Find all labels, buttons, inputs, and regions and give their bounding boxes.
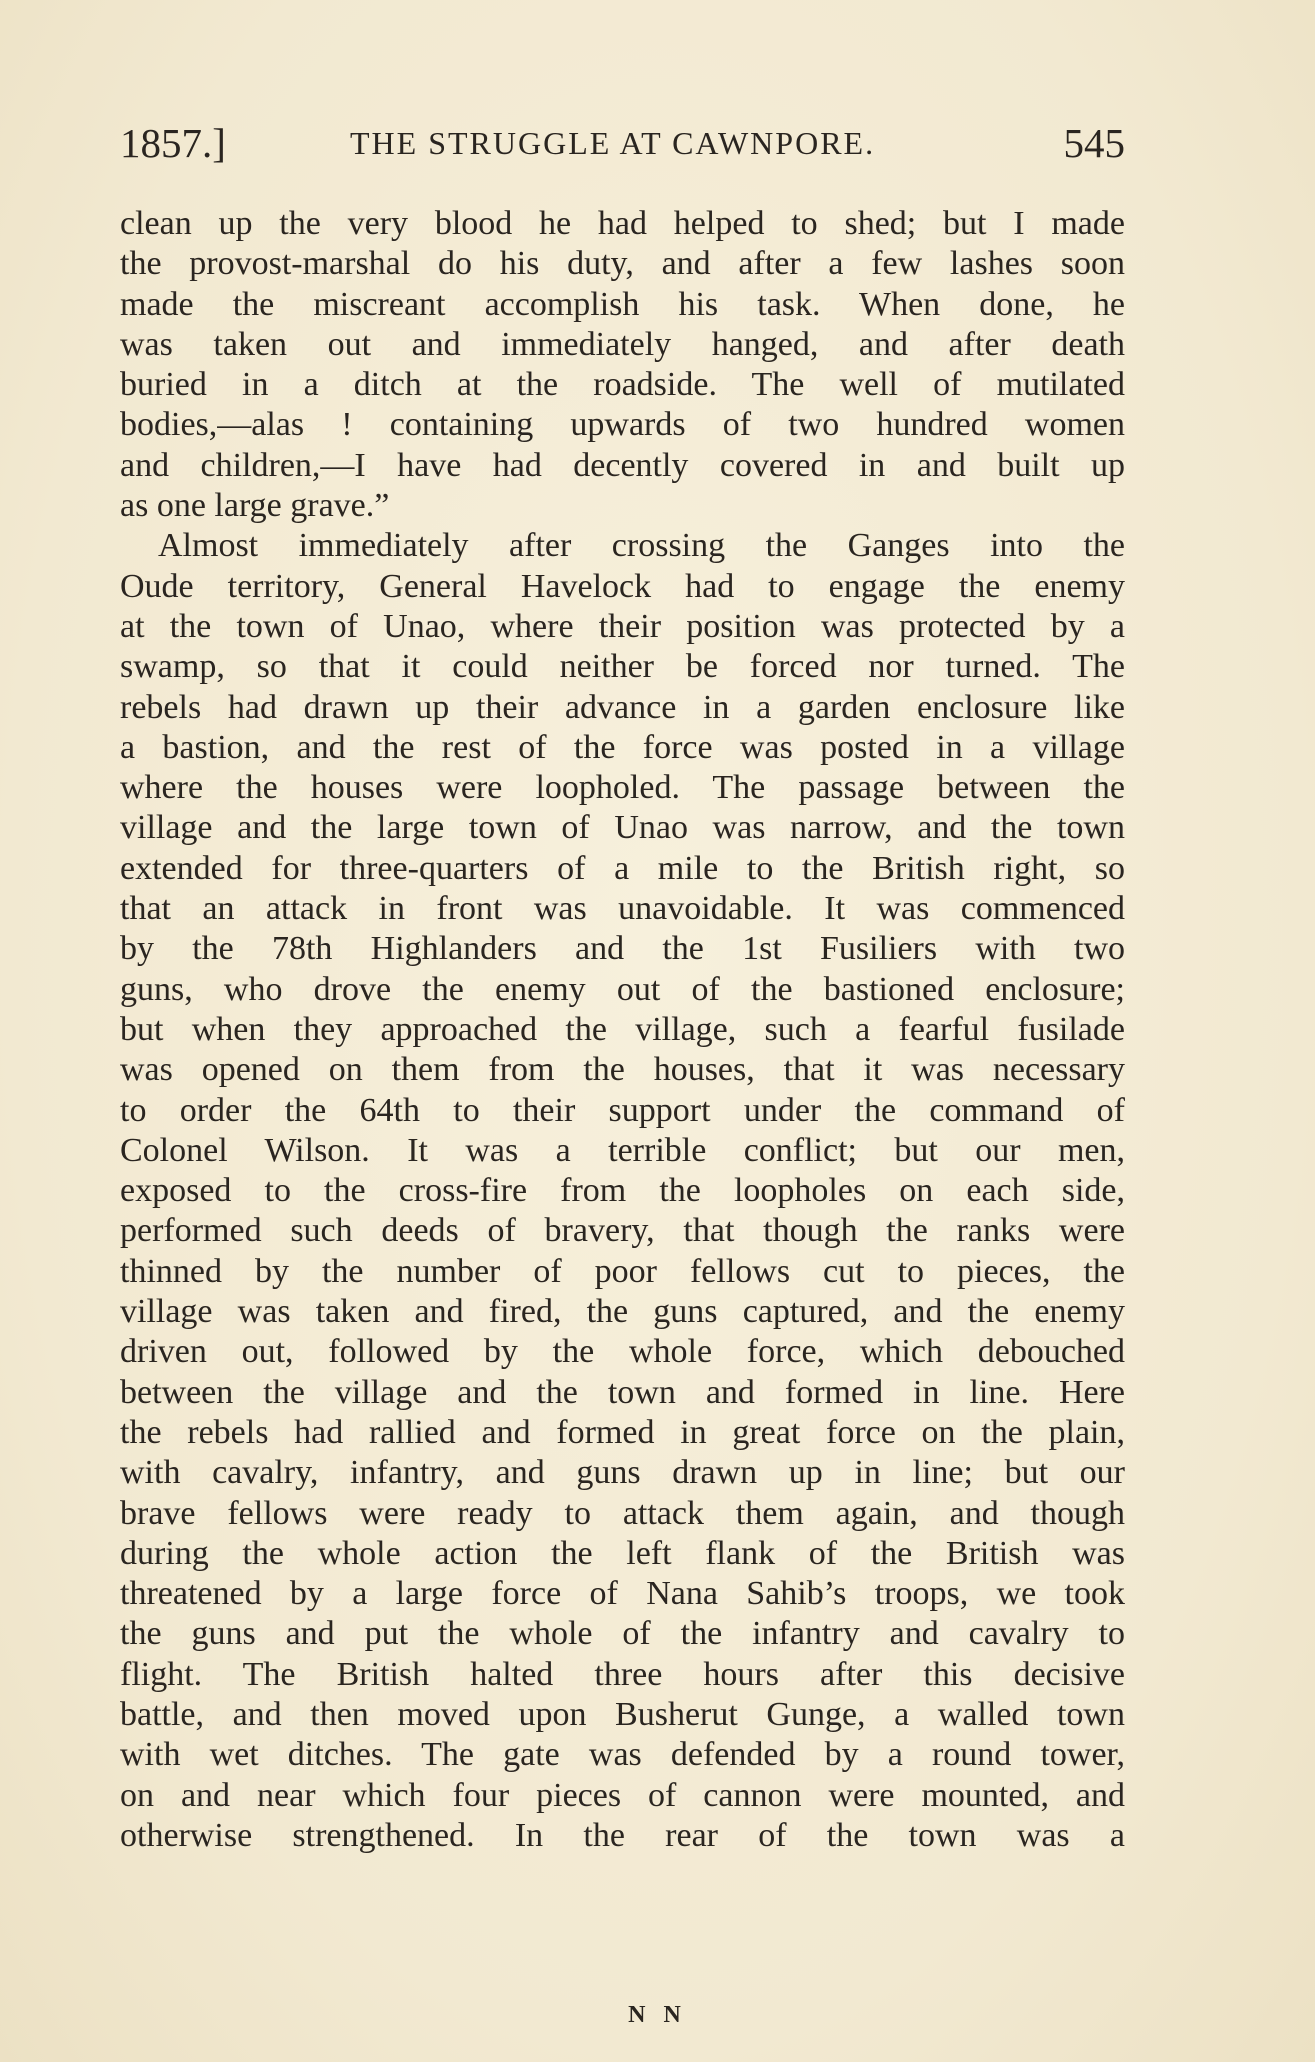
text-line: rebels had drawn up their advance in a garden enclosure like [120, 688, 1125, 726]
text-line: brave fellows were ready to attack them again, and though [120, 1494, 1125, 1532]
text-line: bodies,—alas ! containing upwards of two hundred women [120, 406, 1125, 444]
text-line: by the 78th Highlanders and the 1st Fusiliers with two [120, 930, 1125, 968]
text-line: on and near which four pieces of cannon were mounted, and [120, 1776, 1125, 1814]
text-line: flight. The British halted three hours after this decisive [120, 1655, 1125, 1693]
text-line: where the houses were loopholed. The passage between the [120, 769, 1125, 807]
text-line: guns, who drove the enemy out of the bastioned enclosure; [120, 970, 1125, 1008]
text-line: and children,—I have had decently covered in and built up [120, 446, 1125, 484]
text-line: made the miscreant accomplish his task. When done, he [120, 285, 1125, 323]
text-line: Almost immediately after crossing the Ganges into the [158, 527, 1125, 565]
text-line: thinned by the number of poor fellows cut to pieces, the [120, 1252, 1125, 1290]
text-line: was opened on them from the houses, that it was necessary [120, 1051, 1125, 1089]
text-line: during the whole action the left flank of the British was [120, 1534, 1125, 1572]
text-line: with wet ditches. The gate was defended by a round tower, [120, 1736, 1125, 1774]
text-line: but when they approached the village, such a fearful fusilade [120, 1010, 1125, 1048]
text-line: between the village and the town and formed in line. Here [120, 1373, 1125, 1411]
text-line: the rebels had rallied and formed in great force on the plain, [120, 1413, 1125, 1451]
text-line: village was taken and fired, the guns captured, and the enemy [120, 1293, 1125, 1331]
text-line: performed such deeds of bravery, that though the ranks were [120, 1212, 1125, 1250]
running-title: THE STRUGGLE AT CAWNPORE. [350, 125, 876, 161]
text-line: driven out, followed by the whole force, which debouched [120, 1333, 1125, 1371]
header-year: 1857.] [120, 120, 226, 166]
page-number: 545 [1063, 120, 1125, 166]
text-line: a bastion, and the rest of the force was posted in a village [120, 728, 1125, 766]
body-text [120, 204, 1125, 1856]
text-line: buried in a ditch at the roadside. The well of mutilated [120, 366, 1125, 404]
text-line: battle, and then moved upon Busherut Gunge, a walled town [120, 1695, 1125, 1733]
text-line: at the town of Unao, where their position was protected by a [120, 607, 1125, 645]
text-line: Oude territory, General Havelock had to engage the enemy [120, 567, 1125, 605]
text-line: exposed to the cross-fire from the loopholes on each side, [120, 1172, 1125, 1210]
text-line: swamp, so that it could neither be forced nor turned. The [120, 648, 1125, 686]
text-line: as one large grave.” [120, 487, 390, 525]
text-line: to order the 64th to their support under the command of [120, 1091, 1125, 1129]
text-line: Colonel Wilson. It was a terrible conflict; but our men, [120, 1131, 1125, 1169]
text-line: was taken out and immediately hanged, and after death [120, 325, 1125, 363]
text-line: extended for three-quarters of a mile to the British right, so [120, 849, 1125, 887]
text-line: threatened by a large force of Nana Sahib’s troops, we took [120, 1575, 1125, 1613]
text-line: with cavalry, infantry, and guns drawn up in line; but our [120, 1454, 1125, 1492]
text-line: the guns and put the whole of the infantry and cavalry to [120, 1615, 1125, 1653]
text-line: that an attack in front was unavoidable. It was commenced [120, 890, 1125, 928]
running-header [120, 118, 1125, 168]
text-line: otherwise strengthened. In the rear of the town was a [120, 1816, 1125, 1854]
text-line: village and the large town of Unao was narrow, and the town [120, 809, 1125, 847]
text-line: clean up the very blood he had helped to shed; but I made [120, 205, 1125, 242]
printer-signature-mark: N N [628, 2002, 687, 2028]
text-line: the provost-marshal do his duty, and after a few lashes soon [120, 245, 1125, 283]
